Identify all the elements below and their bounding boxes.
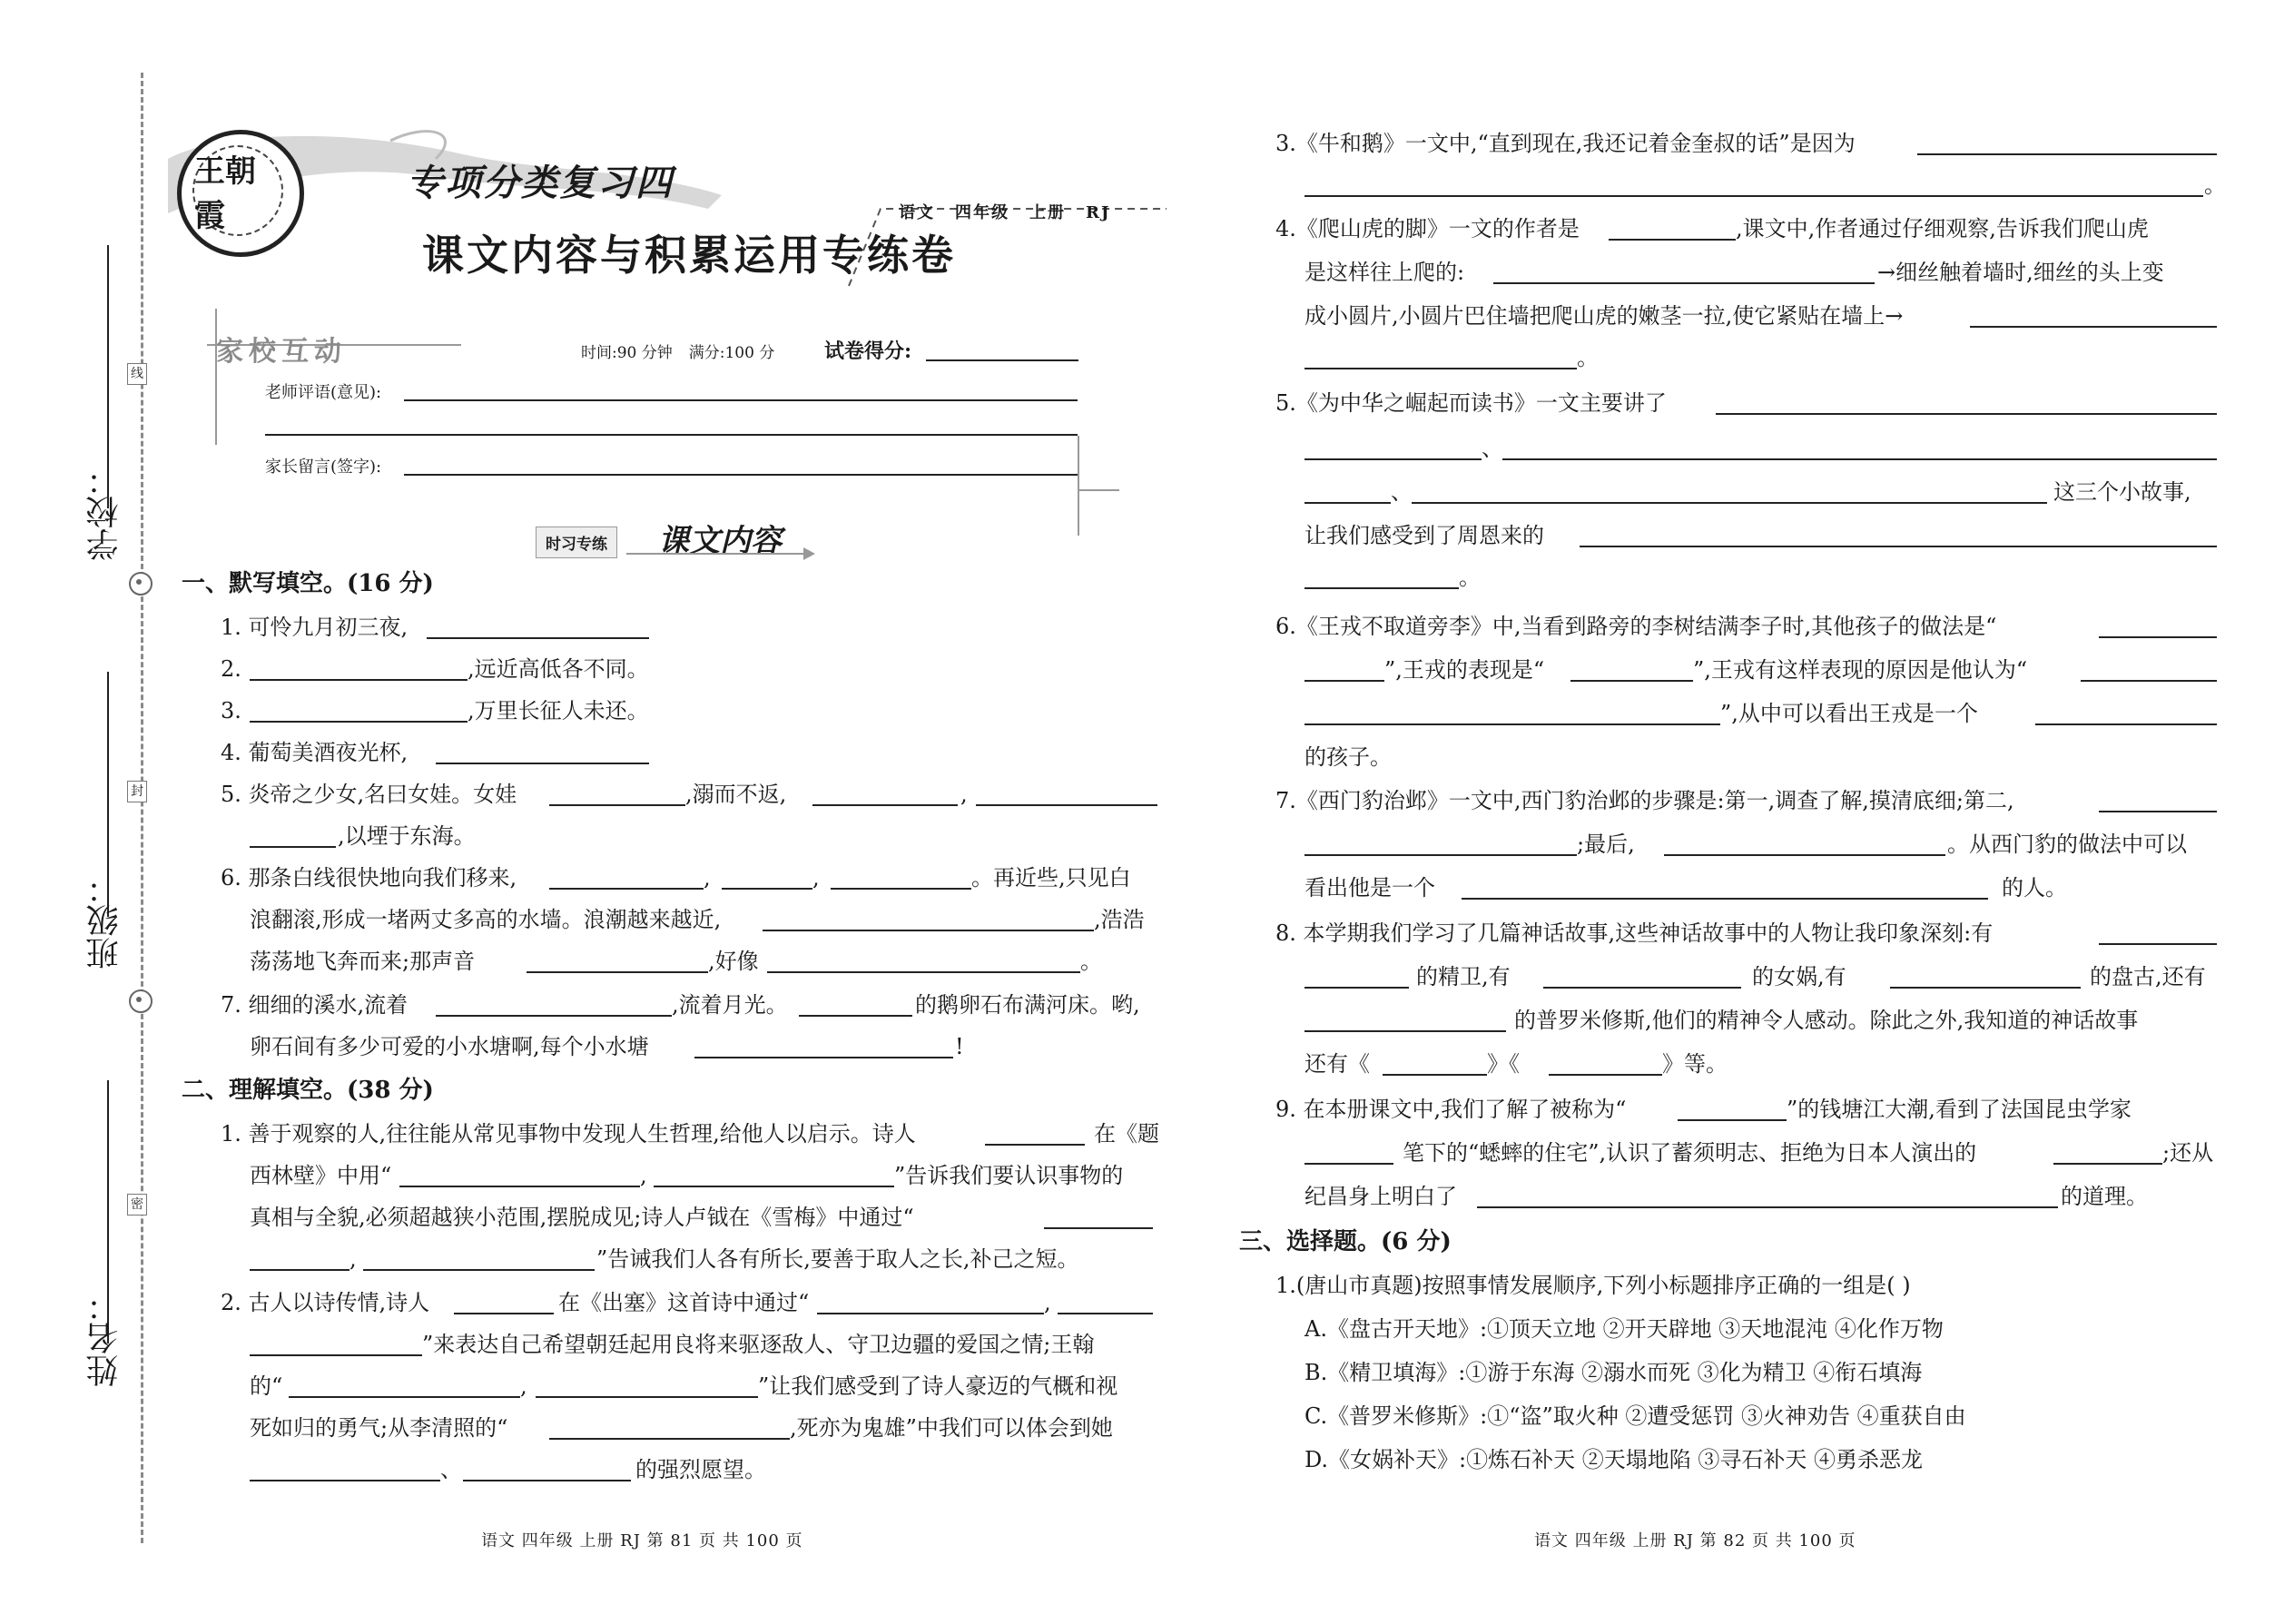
q2-7-text: 7.《西门豹治邺》一文中,西门豹治邺的步骤是:第一,调查了解,摸清底细;第二,	[1275, 788, 2014, 813]
q2-6-text-e: 的孩子。	[1305, 744, 1392, 770]
answer-blank[interactable]	[1412, 502, 2047, 504]
answer-blank[interactable]	[454, 1313, 554, 1314]
answer-blank[interactable]	[1305, 680, 1384, 682]
comma: ,	[520, 1373, 527, 1399]
home-school-title: 家校互动	[216, 336, 347, 368]
q2-9-text-e: 纪昌身上明白了	[1305, 1184, 1457, 1209]
answer-blank[interactable]	[1305, 854, 1577, 856]
answer-blank[interactable]	[694, 1057, 953, 1058]
q2-9-text-b: ”的钱塘江大潮,看到了法国昆虫学家	[1787, 1097, 2132, 1122]
period: 。	[1080, 949, 1102, 974]
section-2-heading: 二、理解填空。(38 分)	[182, 1077, 434, 1104]
q2-3-text: 3.《牛和鹅》一文中,“直到现在,我还记着金奎叔的话”是因为	[1275, 131, 1856, 156]
answer-blank[interactable]	[250, 1354, 422, 1356]
answer-blank[interactable]	[250, 721, 468, 723]
answer-blank[interactable]	[536, 1396, 758, 1398]
q2-5-text-b: 这三个小故事,	[2053, 479, 2191, 505]
page-footer-right: 语文 四年级 上册 RJ 第 82 页 共 100 页	[1534, 1531, 1856, 1550]
q1-5-text-b: ,溺而不返,	[685, 782, 787, 807]
q2-7-text-c: 。从西门豹的做法中可以	[1947, 832, 2187, 857]
answer-blank[interactable]	[2053, 1163, 2162, 1165]
answer-blank[interactable]	[1664, 854, 1945, 856]
q2-9-text: 9. 在本册课文中,我们了解了被称为“	[1275, 1097, 1627, 1122]
q1-7-text-d: 卵石间有多少可爱的小水塘啊,每个小水塘	[250, 1034, 649, 1059]
choice-option-d[interactable]: D.《女娲补天》:①炼石补天 ②天塌地陷 ③寻石补天 ④勇杀恶龙	[1305, 1447, 1923, 1472]
section-1-heading: 一、默写填空。(16 分)	[182, 570, 434, 597]
q1-3-num: 3.	[221, 698, 241, 723]
section-arrow-decoration	[626, 545, 817, 563]
q1-6-text-d: ,浩浩	[1094, 907, 1145, 932]
exam-meta	[581, 340, 791, 362]
q1-5-text-c: ,以堙于东海。	[338, 823, 476, 849]
score-label: 试卷得分:	[824, 340, 912, 363]
answer-blank[interactable]	[654, 1186, 894, 1187]
answer-blank[interactable]	[463, 1480, 631, 1481]
q2-1-text: 1. 善于观察的人,往往能从常见事物中发现人生哲理,给他人以启示。诗人	[221, 1121, 916, 1147]
enum-comma: 、	[440, 1457, 462, 1482]
score-blank[interactable]	[926, 359, 1078, 361]
answer-blank[interactable]	[1493, 282, 1875, 284]
answer-blank[interactable]	[1305, 368, 1577, 369]
q2-8-text-h: 》等。	[1662, 1051, 1728, 1077]
answer-blank[interactable]	[2099, 811, 2217, 812]
answer-blank[interactable]	[1305, 458, 1482, 460]
q2-7-text-e: 的人。	[2002, 875, 2067, 901]
answer-blank[interactable]	[250, 1480, 440, 1481]
enum-comma: 、	[1482, 436, 1503, 461]
answer-blank[interactable]	[1477, 1206, 2058, 1208]
teacher-comment-blank-2[interactable]	[265, 434, 1078, 436]
comma: ,	[1044, 1290, 1051, 1315]
q1-6-text: 6. 那条白线很快地向我们移来,	[221, 865, 517, 891]
q2-4-text-b: ,课文中,作者通过仔细观察,告诉我们爬山虎	[1736, 216, 2149, 241]
section-name: 课文内容	[658, 523, 782, 559]
answer-blank[interactable]	[1890, 987, 2081, 989]
q2-1-text-c: 西林壁》中用“	[250, 1163, 392, 1188]
q2-8-text: 8. 本学期我们学习了几篇神话故事,这些神话故事中的人物让我印象深刻:有	[1275, 920, 1994, 946]
seal-mark-secret: 密	[127, 1194, 147, 1216]
choice-question: 1.(唐山市真题)按照事情发展顺序,下列小标题排序正确的一组是( )	[1275, 1273, 1911, 1298]
series-title: 专项分类复习四	[407, 162, 674, 204]
answer-blank[interactable]	[250, 679, 468, 681]
q2-5-text-c: 让我们感受到了周恩来的	[1305, 523, 1544, 548]
answer-blank[interactable]	[1716, 413, 2217, 415]
answer-blank[interactable]	[2099, 943, 2217, 945]
enum-comma: 、	[1391, 479, 1413, 505]
q2-8-text-f: 还有《	[1305, 1051, 1370, 1077]
q1-7-text: 7. 细细的溪水,流着	[221, 992, 409, 1018]
q2-1-text-e: 真相与全貌,必须超越狭小范围,摆脱成见;诗人卢钺在《雪梅》中通过“	[250, 1205, 914, 1230]
answer-blank[interactable]	[549, 888, 704, 890]
answer-blank[interactable]	[1305, 587, 1459, 589]
answer-blank[interactable]	[985, 1144, 1085, 1146]
grade-tag-grade: 四年级	[955, 203, 1009, 222]
q1-7-text-b: ,流着月光。	[672, 992, 788, 1018]
answer-blank[interactable]	[399, 1186, 640, 1187]
answer-blank[interactable]	[1305, 502, 1391, 504]
comma: ,	[812, 865, 820, 891]
q2-2-text: 2. 古人以诗传情,诗人	[221, 1290, 430, 1315]
q2-2-text-d: 的“	[250, 1373, 283, 1399]
answer-blank[interactable]	[1305, 723, 1720, 725]
q2-4-text: 4.《爬山虎的脚》一文的作者是	[1275, 216, 1580, 241]
answer-blank[interactable]	[1570, 680, 1693, 682]
answer-blank[interactable]	[1058, 1313, 1153, 1314]
answer-blank[interactable]	[436, 763, 649, 764]
answer-blank[interactable]	[436, 1015, 672, 1017]
comma: ,	[640, 1163, 647, 1188]
period: 。	[2204, 172, 2226, 198]
answer-blank[interactable]	[250, 1269, 350, 1271]
q2-2-text-f: 死如归的勇气;从李清照的“	[250, 1415, 508, 1441]
q2-9-text-d: ;还从	[2162, 1140, 2214, 1166]
q2-2-text-c: ”来表达自己希望朝廷起用良将来驱逐敌人、守卫边疆的爱国之情;王翰	[422, 1332, 1095, 1357]
answer-blank[interactable]	[799, 1015, 912, 1017]
q2-1-text-d: ”告诉我们要认识事物的	[894, 1163, 1124, 1188]
q1-2-num: 2.	[221, 656, 241, 682]
q2-8-text-e: 的普罗米修斯,他们的精神令人感动。除此之外,我知道的神话故事	[1514, 1008, 2139, 1033]
answer-blank[interactable]	[427, 637, 649, 639]
answer-blank[interactable]	[1502, 458, 2217, 460]
page-title: 课文内容与积累运用专练卷	[422, 231, 956, 280]
grade-tag	[899, 200, 1130, 223]
answer-blank[interactable]	[1609, 239, 1736, 241]
answer-blank[interactable]	[1462, 898, 1988, 900]
answer-blank[interactable]	[2081, 680, 2217, 682]
seal-mark-seal: 封	[127, 781, 147, 802]
parent-comment-label: 家长留言(签字):	[265, 458, 382, 477]
answer-blank[interactable]	[2099, 636, 2217, 638]
seal-mark-line: 线	[127, 363, 147, 385]
exclaim: !	[955, 1034, 964, 1059]
answer-blank[interactable]	[722, 888, 812, 890]
period: 。	[1459, 565, 1481, 590]
answer-blank[interactable]	[831, 888, 971, 890]
answer-blank[interactable]	[2035, 723, 2217, 725]
q2-7-text-b: ;最后,	[1577, 832, 1635, 857]
q1-5-text: 5. 炎帝之少女,名曰女娃。女娃	[221, 782, 517, 807]
q2-6-text: 6.《王戎不取道旁李》中,当看到路旁的李树结满李子时,其他孩子的做法是“	[1275, 614, 1997, 639]
comma: ,	[350, 1246, 357, 1272]
q1-6-text-e: 荡荡地飞奔而来;那声音	[250, 949, 476, 974]
q2-1-text-b: 在《题	[1094, 1121, 1159, 1147]
grade-tag-edition: RJ	[1086, 203, 1111, 222]
answer-blank[interactable]	[817, 1313, 1044, 1314]
teacher-comment-blank[interactable]	[404, 399, 1078, 401]
answer-blank[interactable]	[767, 971, 1080, 973]
q2-8-text-c: 的女娲,有	[1752, 964, 1846, 989]
q2-4-text-d: →细丝触着墙时,细丝的头上变	[1877, 260, 2164, 285]
answer-blank[interactable]	[1970, 326, 2217, 328]
q2-6-text-c: ”,王戎有这样表现的原因是他认为“	[1693, 657, 2028, 683]
q2-7-text-d: 看出他是一个	[1305, 875, 1435, 901]
choice-option-a[interactable]: A.《盘古开天地》:①顶天立地 ②开天辟地 ③天地混沌 ④化作万物	[1305, 1316, 1944, 1342]
answer-blank[interactable]	[763, 930, 1094, 931]
answer-blank[interactable]	[1305, 987, 1409, 989]
choice-option-b[interactable]: B.《精卫填海》:①游于东海 ②溺水而死 ③化为精卫 ④衔石填海	[1305, 1360, 1923, 1385]
comma: ,	[704, 865, 711, 891]
q2-2-text-e: ”让我们感受到了诗人豪迈的气概和视	[758, 1373, 1118, 1399]
section-3-heading: 三、选择题。(6 分)	[1239, 1228, 1452, 1255]
q2-4-text-c: 是这样往上爬的:	[1305, 260, 1465, 285]
answer-blank[interactable]	[1678, 1119, 1787, 1121]
binding-dashed-line	[141, 73, 143, 1543]
answer-blank[interactable]	[1549, 1074, 1662, 1076]
grade-tag-volume: 上册	[1029, 203, 1066, 222]
exam-time: 时间:90 分钟	[581, 344, 673, 362]
answer-blank[interactable]	[289, 1396, 520, 1398]
q2-8-text-d: 的盘古,还有	[2090, 964, 2206, 989]
answer-blank[interactable]	[549, 804, 685, 806]
name-label: 姓名：	[86, 1289, 123, 1387]
q2-1-text-f: ”告诫我们人各有所长,要善于取人之长,补己之短。	[596, 1246, 1079, 1272]
binding-hole	[129, 989, 153, 1013]
q2-8-text-b: 的精卫,有	[1416, 964, 1511, 989]
comma: ,	[960, 782, 968, 807]
class-label: 班级：	[86, 871, 123, 969]
q1-4-text: 4. 葡萄美酒夜光杯,	[221, 740, 409, 765]
choice-option-c[interactable]: C.《普罗米修斯》:①“盗”取火种 ②遭受惩罚 ③火神劝告 ④重获自由	[1305, 1403, 1966, 1429]
answer-blank[interactable]	[812, 804, 958, 806]
grade-tag-subject: 语文	[899, 203, 935, 222]
teacher-comment-label: 老师评语(意见):	[265, 383, 382, 402]
answer-blank[interactable]	[1044, 1227, 1153, 1229]
answer-blank[interactable]	[1305, 1030, 1506, 1032]
answer-blank[interactable]	[250, 846, 336, 848]
brand-logo-text: 王朝霞	[192, 145, 283, 236]
q2-9-text-f: 的道理。	[2061, 1184, 2148, 1209]
q1-3-text: ,万里长征人未还。	[468, 698, 649, 723]
answer-blank[interactable]	[549, 1438, 790, 1440]
q2-6-text-d: ”,从中可以看出王戎是一个	[1720, 701, 1978, 726]
answer-blank[interactable]	[976, 804, 1157, 806]
answer-blank[interactable]	[1305, 195, 2203, 197]
answer-blank[interactable]	[1383, 1074, 1487, 1076]
school-label: 学校：	[86, 463, 123, 561]
q2-8-text-g: 》《	[1487, 1051, 1520, 1077]
q2-2-text-h: 的强烈愿望。	[635, 1457, 766, 1482]
answer-blank[interactable]	[363, 1269, 595, 1271]
answer-blank[interactable]	[527, 971, 708, 973]
parent-comment-blank[interactable]	[404, 474, 1078, 476]
q2-6-text-b: ”,王戎的表现是“	[1384, 657, 1545, 683]
section-tag: 时习专练	[536, 527, 617, 558]
answer-blank[interactable]	[1580, 546, 2217, 547]
brand-logo	[177, 130, 304, 257]
q2-4-text-e: 成小圆片,小圆片巴住墙把爬山虎的嫩茎一拉,使它紧贴在墙上→	[1305, 303, 1904, 329]
q2-5-text: 5.《为中华之崛起而读书》一文主要讲了	[1275, 390, 1667, 416]
binding-hole	[129, 572, 153, 595]
q1-7-text-c: 的鹅卵石布满河床。哟,	[915, 992, 1140, 1018]
q1-6-text-b: 。再近些,只见白	[971, 865, 1131, 891]
q1-1-text: 1. 可怜九月初三夜,	[221, 615, 409, 640]
q2-2-text-b: 在《出塞》这首诗中通过“	[558, 1290, 810, 1315]
exam-full-score: 满分:100 分	[688, 344, 775, 362]
q1-6-text-f: ,好像	[708, 949, 759, 974]
q2-2-text-g: ,死亦为鬼雄”中我们可以体会到她	[790, 1415, 1113, 1441]
answer-blank[interactable]	[1917, 153, 2217, 155]
answer-blank[interactable]	[1543, 987, 1741, 989]
answer-blank[interactable]	[1305, 1163, 1393, 1165]
page-footer-left: 语文 四年级 上册 RJ 第 81 页 共 100 页	[481, 1531, 803, 1550]
q2-9-text-c: 笔下的“蟋蟀的住宅”,认识了蓄须明志、拒绝为日本人演出的	[1403, 1140, 1977, 1166]
q1-2-text: ,远近高低各不同。	[468, 656, 649, 682]
period: 。	[1577, 345, 1599, 370]
q1-6-text-c: 浪翻滚,形成一堵两丈多高的水墙。浪潮越来越近,	[250, 907, 722, 932]
